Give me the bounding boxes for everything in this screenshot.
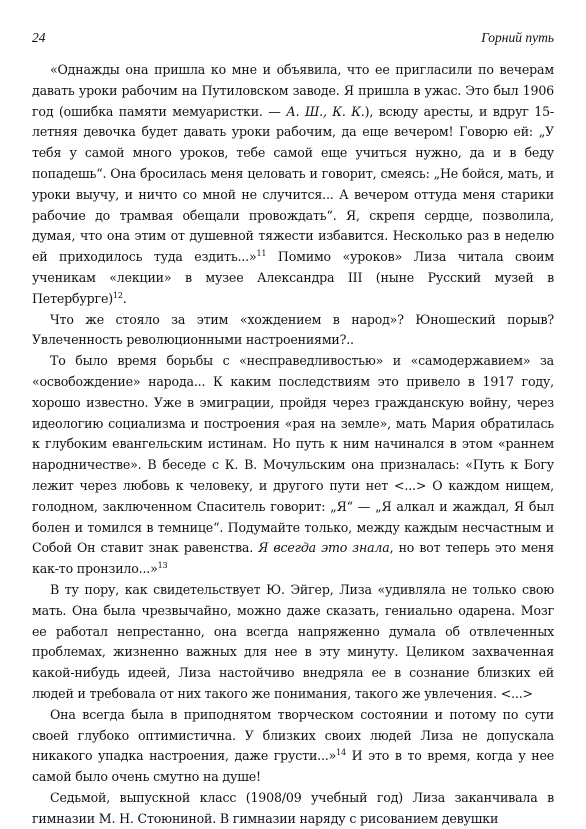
text-run: «Однажды она пришла ко мне и объявила, что ее пригласили по вечерам давать уроки рабочим на Путиловском заводе. Я пришла в ужас. Это был 1906 год (ошибка памяти мемуаристки. — bbox=[32, 62, 554, 119]
footnote-ref-11: 11 bbox=[256, 249, 267, 259]
text-run: В ту пору, как свидетельствует Ю. Эйгер, Лиза «удивляла не только свою мать. Она была чрезвычайно, можно даже сказать, гениально одарена. Мозг ее работал непрестанно, она всегда напряженно думала об отвлеченных проблемах, жизненно важных для нее в эту минуту. Целиком захваченная какой-нибудь идеей, Лиза настойчиво внедряла ее в сознание близких ей людей и требовала от них такого же понимания, такого же увлечения. <...> bbox=[32, 581, 554, 701]
text-run: , но вот теперь это меня как-то пронзило...» bbox=[32, 540, 554, 577]
footnote-ref-13: 13 bbox=[157, 561, 168, 571]
text-run: И это в то время, когда у нее самой было очень смутно на душе! bbox=[32, 748, 554, 785]
page-number: 24 bbox=[32, 30, 46, 45]
paragraph-2 bbox=[32, 310, 554, 352]
footnote-ref-14: 14 bbox=[336, 748, 346, 758]
text-run: . bbox=[122, 290, 127, 306]
text-run-italic: Я всегда это знала bbox=[258, 540, 390, 556]
body-text bbox=[32, 60, 554, 829]
text-run: Помимо «уроков» Лиза читала своим ученикам «лекции» в музее Александра III (ныне Русский музей в Петербурге) bbox=[32, 249, 554, 306]
book-page bbox=[32, 30, 554, 829]
footnote-ref-12: 12 bbox=[112, 290, 123, 300]
paragraph-4 bbox=[32, 580, 554, 705]
paragraph-5 bbox=[32, 705, 554, 788]
text-run: Что же стояло за этим «хождением в народ»? Юношеский порыв? Увлеченность революционными настроениями?.. bbox=[32, 311, 554, 348]
running-head bbox=[32, 30, 554, 50]
text-run: Седьмой, выпускной класс (1908/09 учебный год) Лиза заканчивала в гимназии М. Н. Стоюниной. В гимназии наряду с рисованием девушки bbox=[32, 789, 554, 826]
running-title: Горний путь bbox=[481, 30, 554, 45]
paragraph-1 bbox=[32, 60, 554, 310]
text-run-italic: А. Ш., К. К. bbox=[286, 103, 365, 119]
text-run: То было время борьбы с «несправедливостью» и «самодержавием» за «освобождение» народа... К каким последствиям это привело в 1917 году, хорошо известно. Уже в эмиграции, пройдя через гражданскую войну, через идеологию социализма и построения «рая на земле», мать Мария обратилась к глубоким евангельским истинам. Но путь к ним начинался в этом «раннем народничестве». В беседе с К. В. Мочульским она призналась: «Путь к Богу лежит через любовь к человеку, и другого пути нет <...> О каждом нищем, голодном, заключенном Спаситель говорит: „Я“ — „Я алкал и жаждал, Я был болен и томился в темнице“. Подумайте только, между каждым несчастным и Собой Он ставит знак равенства. bbox=[32, 353, 554, 556]
text-run: ), всюду аресты, и вдруг 15-летняя девочка будет давать уроки рабочим, да еще вечером! Говорю ей: „У тебя у самой много уроков, тебе самой еще учиться нужно, да и в беду попадешь“. Она бросилась меня целовать и говорит, смеясь: „Не бойся, мать, и уроки выучу, и ничто со мной не случится... А вечером оттуда меня старики рабочие до трамвая обещали провождать“. Я, скрепя сердце, позволила, думая, что она этим от душевной тяжести избавится. Несколько раз в неделю ей приходилось туда ездить...» bbox=[32, 103, 554, 265]
paragraph-6 bbox=[32, 788, 554, 829]
text-run: Она всегда была в приподнятом творческом состоянии и потому по сути своей глубоко оптимистична. У близких своих людей Лиза не допускала никакого упадка настроения, даже грусти...» bbox=[32, 706, 554, 764]
paragraph-3 bbox=[32, 351, 554, 580]
